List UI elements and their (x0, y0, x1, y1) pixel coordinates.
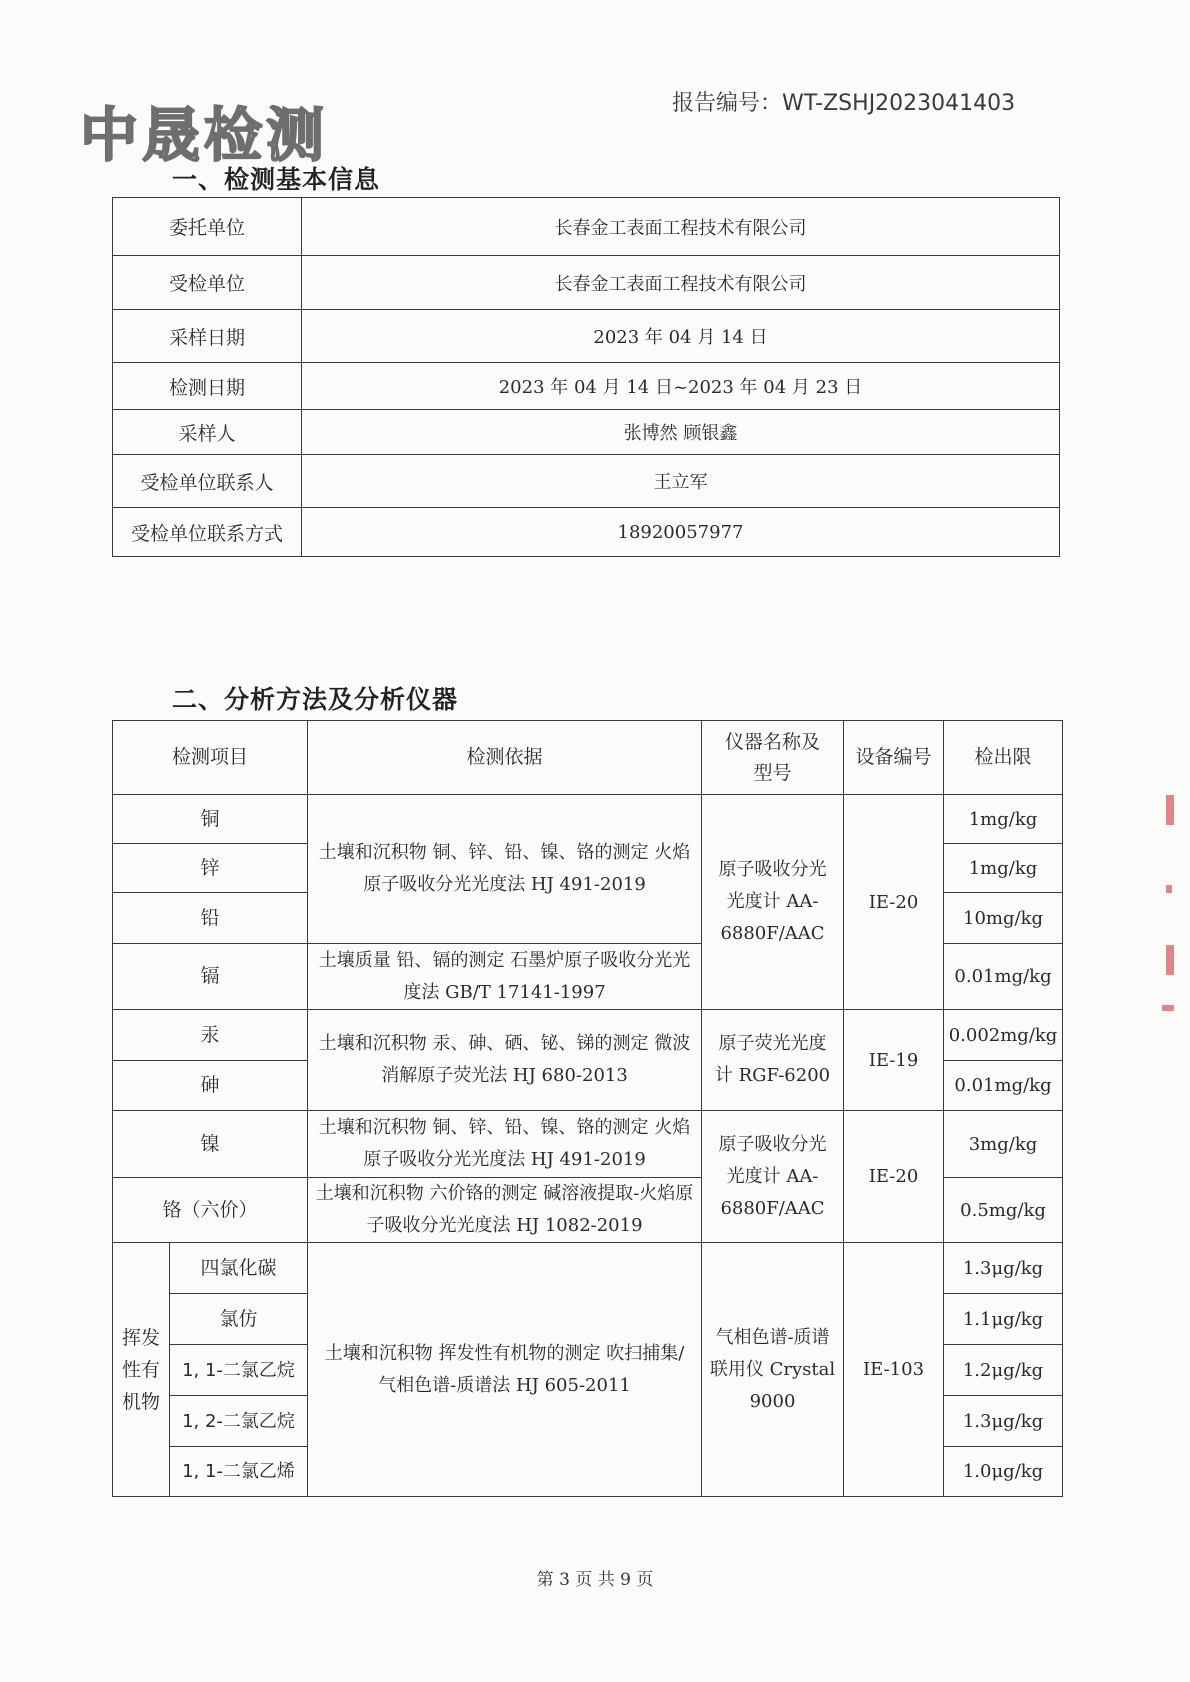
page-number: 第 3 页 共 9 页 (536, 1570, 654, 1590)
instrument-cell: 原子荧光光度计 RGF-6200 (702, 1010, 844, 1111)
section2-title: 二、分析方法及分析仪器 (172, 685, 459, 714)
limit-cell: 0.01mg/kg (944, 944, 1063, 1010)
row-value: 王立军 (302, 455, 1060, 508)
table-row (113, 410, 1060, 455)
item-dca11: 1, 1-二氯乙烷 (170, 1345, 308, 1396)
instrument-cell: 气相色谱-质谱联用仪 Crystal 9000 (702, 1243, 844, 1497)
instrument-cell: 原子吸收分光光度计 AA-6880F/AAC (702, 1111, 844, 1243)
item-cr6: 铬（六价） (113, 1178, 308, 1243)
item-chcl3: 氯仿 (170, 1294, 308, 1345)
table-row (113, 455, 1060, 508)
report-number: 报告编号：WT-ZSHJ2023041403 (672, 91, 1016, 116)
header-limit: 检出限 (944, 721, 1063, 795)
table-row (113, 256, 1060, 310)
seal-mark (1166, 795, 1174, 825)
basic-info-table (112, 197, 1060, 557)
basis-cell: 土壤和沉积物 铜、锌、铅、镍、铬的测定 火焰原子吸收分光光度法 HJ 491-2019 (308, 795, 702, 944)
seal-mark (1166, 885, 1172, 893)
limit-cell: 0.5mg/kg (944, 1178, 1063, 1243)
item-cd: 镉 (113, 944, 308, 1010)
equipment-cell: IE-103 (844, 1243, 944, 1497)
item-zn: 锌 (113, 844, 308, 893)
header-item: 检测项目 (113, 721, 308, 795)
section1-title: 一、检测基本信息 (172, 165, 381, 194)
header-instrument: 仪器名称及型号 (702, 721, 844, 795)
table-row (113, 795, 1063, 844)
limit-cell: 3mg/kg (944, 1111, 1063, 1178)
limit-cell: 1.3μg/kg (944, 1396, 1063, 1447)
seal-mark (1162, 1005, 1174, 1011)
item-dce11: 1, 1-二氯乙烯 (170, 1447, 308, 1497)
table-row (113, 363, 1060, 410)
item-hg: 汞 (113, 1010, 308, 1061)
limit-cell: 1.2μg/kg (944, 1345, 1063, 1396)
equipment-cell: IE-19 (844, 1010, 944, 1111)
item-ccl4: 四氯化碳 (170, 1243, 308, 1294)
item-pb: 铅 (113, 893, 308, 944)
basis-cell: 土壤质量 铅、镉的测定 石墨炉原子吸收分光光度法 GB/T 17141-1997 (308, 944, 702, 1010)
table-row (113, 1010, 1063, 1061)
limit-cell: 10mg/kg (944, 893, 1063, 944)
item-ni: 镍 (113, 1111, 308, 1178)
limit-cell: 1mg/kg (944, 844, 1063, 893)
table-row (113, 1111, 1063, 1178)
basis-cell: 土壤和沉积物 挥发性有机物的测定 吹扫捕集/气相色谱-质谱法 HJ 605-2011 (308, 1243, 702, 1497)
company-logo: 中晟检测 (80, 101, 329, 169)
row-label: 采样日期 (113, 310, 302, 363)
row-value: 长春金工表面工程技术有限公司 (302, 198, 1060, 256)
limit-cell: 1.3μg/kg (944, 1243, 1063, 1294)
row-label: 采样人 (113, 410, 302, 455)
row-label: 委托单位 (113, 198, 302, 256)
equipment-cell: IE-20 (844, 795, 944, 1010)
item-cu: 铜 (113, 795, 308, 844)
header-basis: 检测依据 (308, 721, 702, 795)
row-label: 受检单位 (113, 256, 302, 310)
row-label: 受检单位联系人 (113, 455, 302, 508)
basis-cell: 土壤和沉积物 汞、砷、硒、铋、锑的测定 微波消解原子荧光法 HJ 680-2013 (308, 1010, 702, 1111)
table-header-row (113, 721, 1063, 795)
item-as: 砷 (113, 1061, 308, 1111)
table-row (113, 198, 1060, 256)
row-value: 长春金工表面工程技术有限公司 (302, 256, 1060, 310)
table-row (113, 1243, 1063, 1294)
table-row (113, 310, 1060, 363)
equipment-cell: IE-20 (844, 1111, 944, 1243)
row-value: 2023 年 04 月 14 日 (302, 310, 1060, 363)
instrument-cell: 原子吸收分光光度计 AA-6880F/AAC (702, 795, 844, 1010)
item-dca12: 1, 2-二氯乙烷 (170, 1396, 308, 1447)
row-value: 18920057977 (302, 508, 1060, 557)
limit-cell: 1.0μg/kg (944, 1447, 1063, 1497)
limit-cell: 0.002mg/kg (944, 1010, 1063, 1061)
item-voc-group: 挥发性有机物 (113, 1243, 170, 1497)
basis-cell: 土壤和沉积物 铜、锌、铅、镍、铬的测定 火焰原子吸收分光光度法 HJ 491-2019 (308, 1111, 702, 1178)
limit-cell: 1mg/kg (944, 795, 1063, 844)
row-label: 受检单位联系方式 (113, 508, 302, 557)
seal-mark (1166, 945, 1174, 975)
methods-table (112, 720, 1063, 1497)
table-row (113, 508, 1060, 557)
limit-cell: 1.1μg/kg (944, 1294, 1063, 1345)
limit-cell: 0.01mg/kg (944, 1061, 1063, 1111)
row-value: 2023 年 04 月 14 日~2023 年 04 月 23 日 (302, 363, 1060, 410)
basis-cell: 土壤和沉积物 六价铬的测定 碱溶液提取-火焰原子吸收分光光度法 HJ 1082-2019 (308, 1178, 702, 1243)
header-equipment: 设备编号 (844, 721, 944, 795)
row-value: 张博然 顾银鑫 (302, 410, 1060, 455)
row-label: 检测日期 (113, 363, 302, 410)
